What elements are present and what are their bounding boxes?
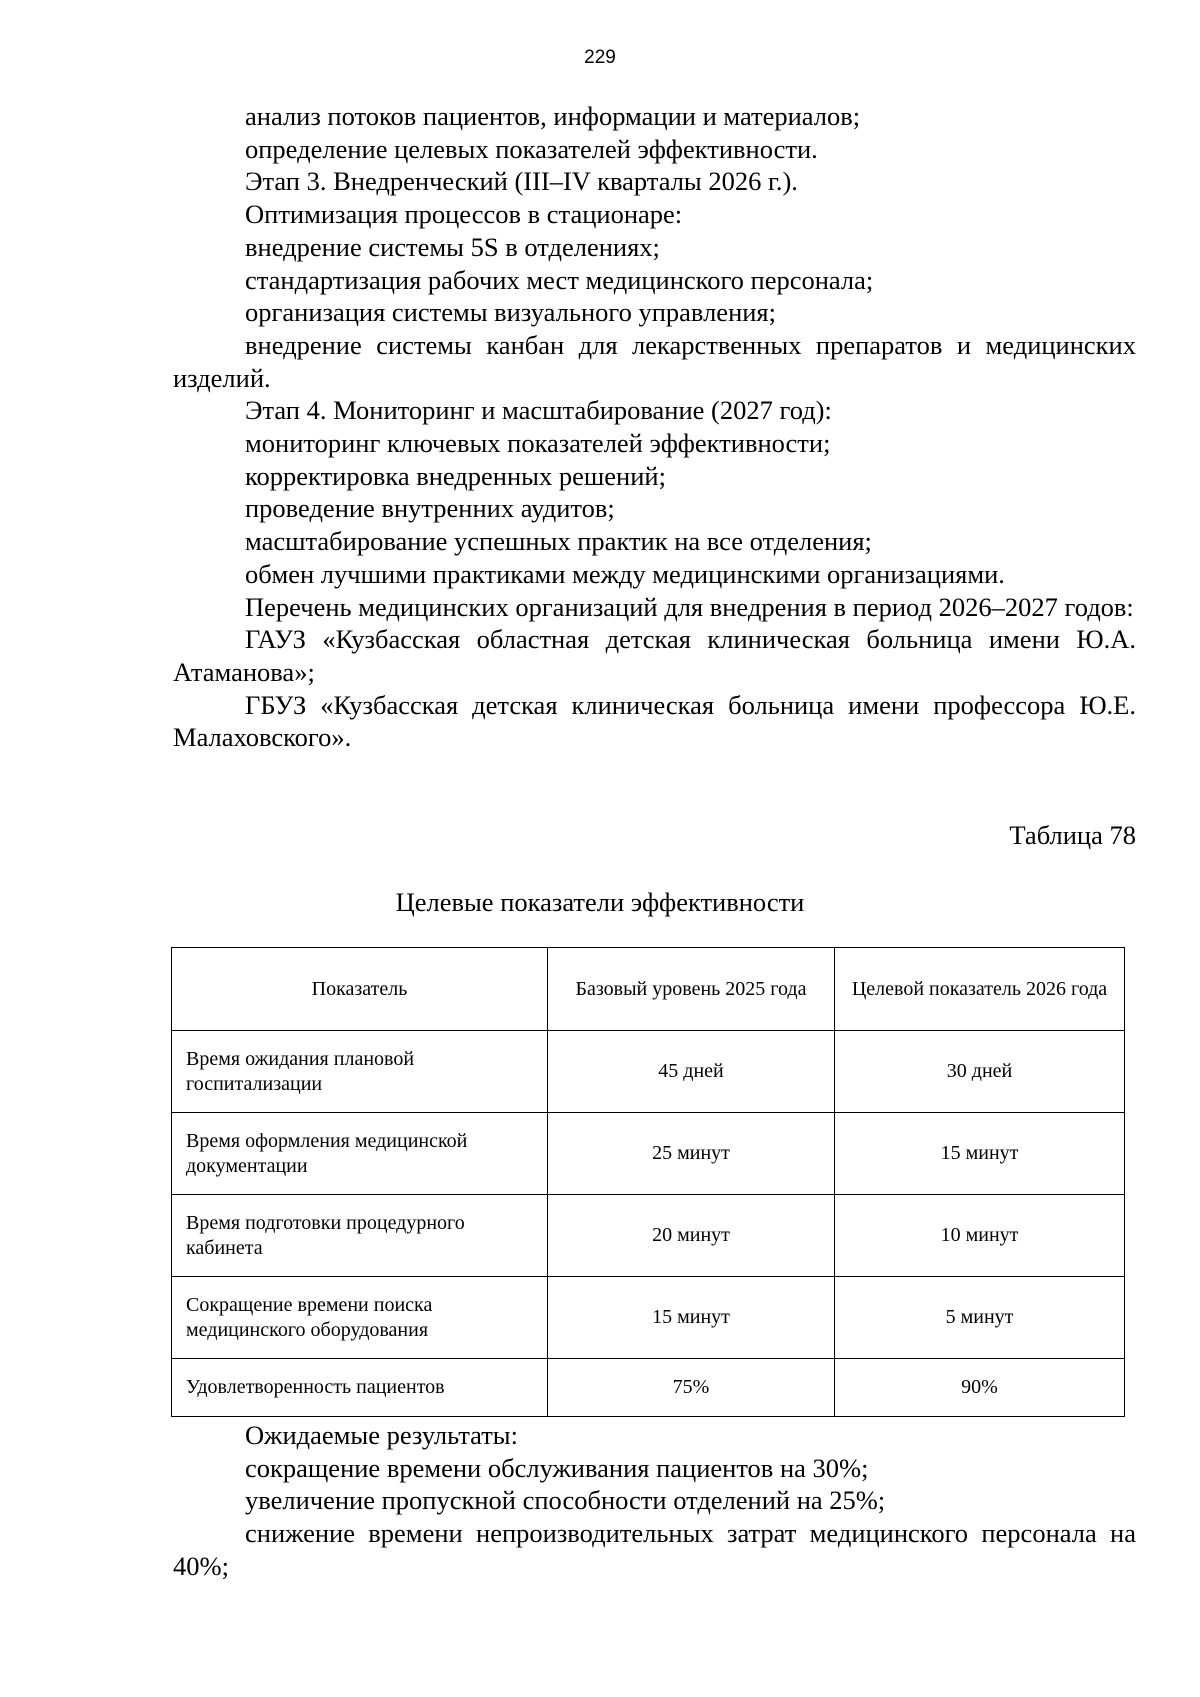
table-cell-baseline: 25 минут	[548, 1113, 835, 1195]
table-cell-target: 15 минут	[835, 1113, 1125, 1195]
column-header-target: Целевой показатель 2026 года	[835, 948, 1125, 1031]
table-cell-indicator: Время оформления медицинской документации	[172, 1113, 548, 1195]
table-row	[172, 1031, 1125, 1113]
paragraph: внедрение системы 5S в отделениях;	[245, 231, 660, 262]
table-header-row	[172, 948, 1125, 1031]
page-number: 229	[584, 47, 616, 68]
paragraph: Перечень медицинских организаций для внедрения в период 2026–2027 годов:	[245, 591, 1134, 622]
paragraph: стандартизация рабочих мест медицинского персонала;	[245, 264, 874, 295]
table-cell-indicator: Удовлетворенность пациентов	[172, 1359, 548, 1417]
column-header-baseline: Базовый уровень 2025 года	[548, 948, 835, 1031]
table-cell-baseline: 20 минут	[548, 1195, 835, 1277]
paragraph: внедрение системы канбан для лекарственных препаратов и медицинских изделий.	[173, 329, 1136, 393]
table-cell-target: 90%	[835, 1359, 1125, 1417]
body-text	[173, 100, 1136, 754]
results-heading: Ожидаемые результаты:	[245, 1420, 518, 1450]
table-cell-target: 30 дней	[835, 1031, 1125, 1113]
paragraph: организация системы визуального управления;	[245, 297, 776, 328]
results-text	[173, 1419, 1136, 1583]
table-cell-target: 10 минут	[835, 1195, 1125, 1277]
paragraph: анализ потоков пациентов, информации и материалов;	[245, 101, 861, 131]
paragraph: мониторинг ключевых показателей эффективности;	[245, 428, 831, 459]
paragraph: обмен лучшими практиками между медицинскими организациями.	[245, 558, 1005, 589]
table-title: Целевые показатели эффективности	[395, 887, 805, 917]
table-cell-baseline: 75%	[548, 1359, 835, 1417]
table-cell-baseline: 45 дней	[548, 1031, 835, 1113]
table-cell-indicator: Сокращение времени поиска медицинского оборудования	[172, 1277, 548, 1359]
metrics-table	[171, 947, 1125, 1417]
table-row	[172, 1277, 1125, 1359]
paragraph: масштабирование успешных практик на все отделения;	[245, 526, 872, 557]
result-item: увеличение пропускной способности отделений на 25%;	[245, 1485, 886, 1516]
paragraph: проведение внутренних аудитов;	[245, 493, 615, 524]
paragraph: ГАУЗ «Кузбасская областная детская клиническая больница имени Ю.А. Атаманова»;	[173, 624, 1136, 687]
table-cell-indicator: Время ожидания плановой госпитализации	[172, 1031, 548, 1113]
paragraph: Этап 4. Мониторинг и масштабирование (2027 год):	[245, 395, 832, 426]
paragraph: ГБУЗ «Кузбасская детская клиническая больница имени профессора Ю.Е. Малаховского».	[173, 689, 1136, 753]
paragraph: корректировка внедренных решений;	[245, 460, 666, 491]
paragraph: Этап 3. Внедренческий (III–IV кварталы 2026 г.).	[245, 166, 798, 197]
paragraph: Оптимизация процессов в стационаре:	[245, 199, 683, 230]
table-row	[172, 1195, 1125, 1277]
table-cell-baseline: 15 минут	[548, 1277, 835, 1359]
column-header-indicator: Показатель	[172, 948, 548, 1031]
result-item: снижение времени непроизводительных затрат медицинского персонала на 40%;	[173, 1518, 1136, 1581]
result-item: сокращение времени обслуживания пациентов на 30%;	[245, 1452, 869, 1483]
table-cell-target: 5 минут	[835, 1277, 1125, 1359]
paragraph: определение целевых показателей эффективности.	[245, 133, 818, 164]
table-label: Таблица 78	[1009, 820, 1136, 850]
table-row	[172, 1359, 1125, 1417]
table-row	[172, 1113, 1125, 1195]
table-cell-indicator: Время подготовки процедурного кабинета	[172, 1195, 548, 1277]
